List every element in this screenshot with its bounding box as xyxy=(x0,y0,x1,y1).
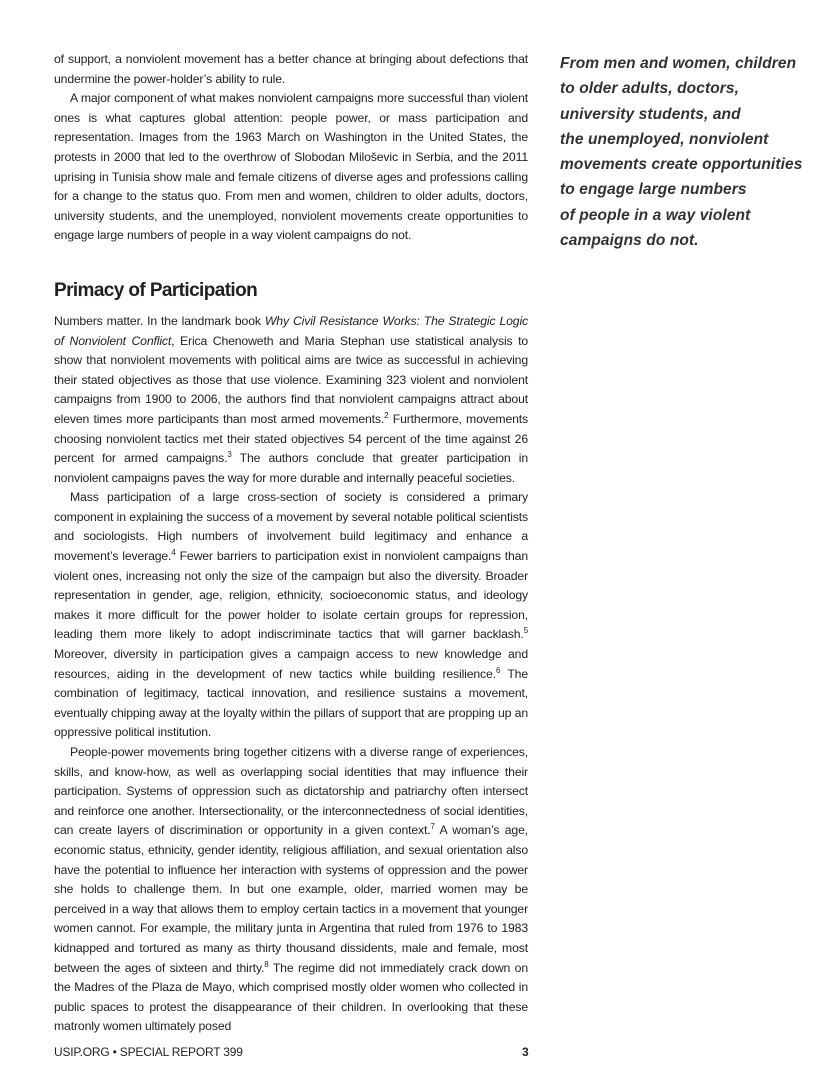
pull-quote-line: to engage large numbers xyxy=(560,181,747,199)
footnote-ref[interactable]: 7 xyxy=(430,822,435,832)
pull-quote-line: movements create opportunities xyxy=(560,156,803,174)
pull-quote-line: the unemployed, nonviolent xyxy=(560,130,769,148)
footnote-ref[interactable]: 2 xyxy=(384,410,389,420)
footer-source: USIP.ORG • SPECIAL REPORT 399 xyxy=(54,1045,243,1059)
pull-quote-line: to older adults, doctors, xyxy=(560,80,740,98)
footnote-ref[interactable]: 8 xyxy=(264,959,269,969)
intro-paragraph-1: of support, a nonviolent movement has a better chance at bringing about defections that undermine the power-holder’s ability to rule. xyxy=(54,52,528,86)
footnote-ref[interactable]: 6 xyxy=(495,665,501,675)
footnote-ref[interactable]: 3 xyxy=(227,450,232,460)
pull-quote-line: university students, and xyxy=(560,105,741,123)
pull-quote xyxy=(560,51,803,253)
pull-quote-line: From men and women, children xyxy=(560,55,797,72)
pull-quote-line: campaigns do not. xyxy=(560,232,699,250)
intro-paragraph-2: A major component of what makes nonviolent campaigns more successful than violent ones is what captures global attention: people power, or mass participation and representation. Images from the 1963 March on Washington in the United States, the protests in 2000 that led to the overthrow of Slobodan Miloševic in Serbia, and the 2011 uprising in Tunisia show male and female citizens of diverse ages and professions calling for a change to the status quo. From men and women, children to older adults, doctors, university students, and the unemployed, nonviolent movements create opportunities to engage large numbers of people in a way violent campaigns do not. xyxy=(54,91,528,243)
body-paragraph-2: Mass participation of a large cross-section of society is considered a primary component in explaining the success of a movement by several notable political scientists and sociologists. High numbers of involvement build legitimacy and enhance a movement’s leverage.$^4$ Fewer barriers to participation exist in nonviolent campaigns than violent ones, increasing not only the size of the campaign but also the diversity. Broader representation in gender, age, religion, ethnicity, socioeconomic status, and ideology makes it more difficult for the power holder to isolate certain groups for repression, leading them more likely to adopt indiscriminate tactics that will garner backlash.$^5$ Moreover, diversity in participation gives a campaign access to new knowledge and resources, aiding in the development of new tactics while building resilience.$^6$ The combination of legitimacy, tactical innovation, and resilience sustains a movement, eventually chipping away at the loyalty within the pillars of support that are propping up an oppressive political institution. xyxy=(54,490,528,740)
section-heading: Primacy of Participation xyxy=(54,279,258,301)
footnote-ref[interactable]: 4 xyxy=(171,548,176,558)
pull-quote-line: of people in a way violent xyxy=(560,206,751,224)
main-text-column xyxy=(54,50,528,1037)
footnote-ref[interactable]: 5 xyxy=(523,626,528,636)
book-title: Why Civil Resistance Works: The Strategic Logic of Nonviolent Conflict xyxy=(54,313,528,348)
page-number: 3 xyxy=(522,1045,529,1059)
body-paragraph-3: People-power movements bring together citizens with a diverse range of experiences, skills, and know-how, as well as overlapping social identities that may influence their participation. Systems of oppression such as dictatorship and patriarchy often intersect and reinforce one another. Intersectionality, or the interconnectedness of social identities, can create layers of discrimination or opportunity in a given context.$^7$ A woman’s age, economic status, ethnicity, gender identity, religious affiliation, and sexual orientation also have the potential to influence her interaction with systems of oppression and the power she holds to challenge them. In but one example, older, married women may be perceived in a way that allows them to employ certain tactics in a movement that younger women cannot. For example, the military junta in Argentina that ruled from 1976 to 1983 kidnapped and tortured as many as thirty thousand dissidents, male and female, most between the ages of sixteen and thirty.$^8$ The regime did not immediately crack down on the Madres of the Plaza de Mayo, which comprised mostly older women who collected in public spaces to protest the disappearance of their children. In overlooking that these matronly women ultimately posed xyxy=(54,745,528,1034)
body-paragraph-1: Numbers matter. In the landmark book Why Civil Resistance Works: The Strategic Logic of Nonviolent Conflict, Erica Chenoweth and Maria Stephan use statistical analysis to show that nonviolent movements with political aims are twice as successful in achieving their stated objectives as those that use violence. Examining 323 violent and nonviolent campaigns from 1900 to 2006, the authors find that nonviolent campaigns attract about eleven times more participants than most armed movements.$^2$ Furthermore, movements choosing nonviolent tactics met their stated objectives 54 percent of the time against 26 percent for armed campaigns.$^3$ The authors conclude that greater participation in nonviolent campaigns paves the way for more durable and internally peaceful societies. xyxy=(54,313,528,485)
